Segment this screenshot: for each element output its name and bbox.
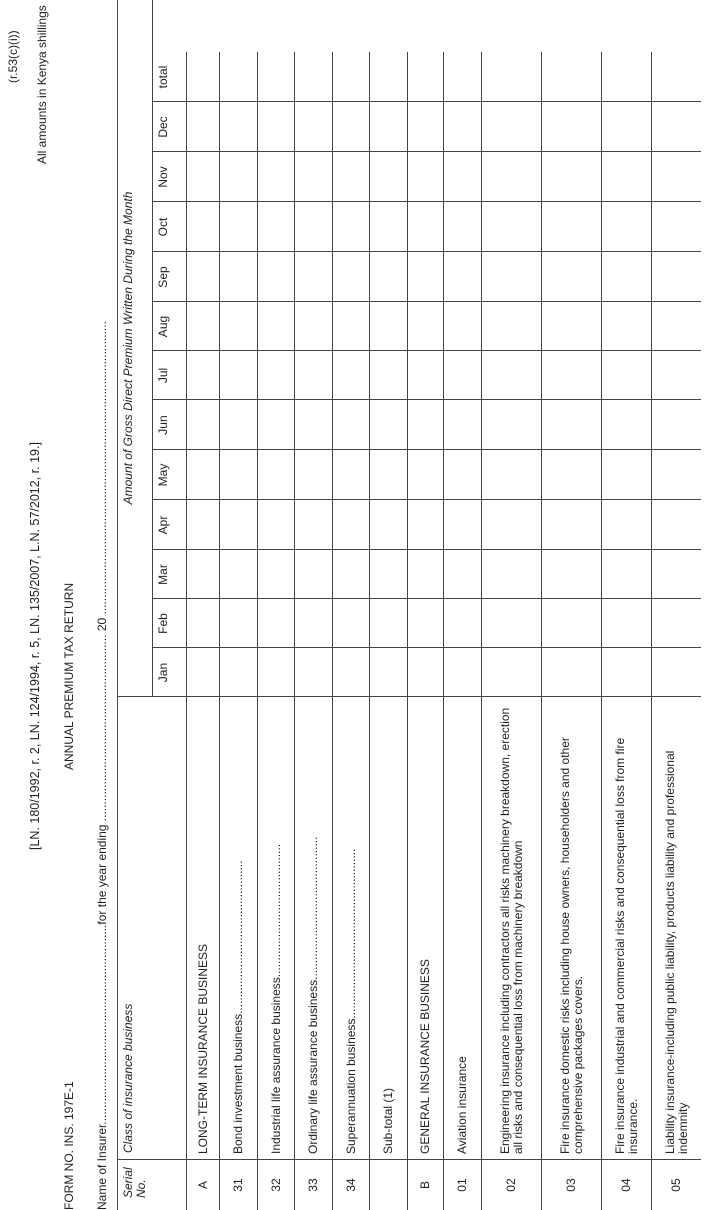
premium-value-cell[interactable] [332, 252, 369, 302]
premium-value-cell[interactable] [294, 252, 332, 302]
month-header-feb: Feb [156, 613, 170, 634]
premium-value-cell[interactable] [443, 599, 481, 648]
month-header-sep: Sep [156, 266, 170, 288]
premium-value-cell[interactable] [369, 450, 407, 500]
premium-value-cell[interactable] [601, 450, 651, 500]
premium-value-cell[interactable] [219, 450, 257, 500]
month-column-divider [152, 399, 186, 400]
premium-value-cell[interactable] [541, 52, 601, 102]
premium-value-cell[interactable] [407, 550, 443, 599]
premium-value-cell[interactable] [481, 400, 541, 450]
premium-value-cell[interactable] [332, 52, 369, 102]
premium-value-cell[interactable] [601, 252, 651, 302]
premium-value-cell[interactable] [601, 550, 651, 599]
class-of-business: LONG-TERM INSURANCE BUSINESS [186, 697, 219, 1160]
premium-value-cell[interactable] [601, 202, 651, 252]
premium-value-cell[interactable] [601, 302, 651, 351]
month-column-divider [152, 449, 186, 450]
premium-value-cell[interactable] [541, 252, 601, 302]
premium-value-cell[interactable] [407, 52, 443, 102]
premium-value-cell[interactable] [186, 500, 219, 550]
premium-value-cell[interactable] [369, 400, 407, 450]
class-of-business: Ordinary life assurance business........................................... [294, 697, 332, 1160]
class-of-business: Engineering insurance including contractors all risks machinery breakdown, erection all risks and consequential loss from machinery breakdown [481, 697, 541, 1160]
premium-value-cell[interactable] [219, 400, 257, 450]
premium-value-cell[interactable] [186, 648, 219, 697]
premium-value-cell[interactable] [219, 202, 257, 252]
premium-value-cell[interactable] [186, 102, 219, 152]
premium-value-cell[interactable] [601, 102, 651, 152]
premium-value-cell[interactable] [369, 648, 407, 697]
premium-value-cell[interactable] [219, 351, 257, 400]
month-column-divider [152, 151, 186, 152]
premium-value-cell[interactable] [541, 550, 601, 599]
premium-value-cell[interactable] [481, 351, 541, 400]
premium-value-cell[interactable] [332, 599, 369, 648]
premium-value-cell[interactable] [332, 400, 369, 450]
serial-number: 01 [443, 1160, 481, 1210]
premium-value-cell[interactable] [651, 500, 701, 550]
premium-value-cell[interactable] [601, 351, 651, 400]
premium-value-cell[interactable] [443, 152, 481, 202]
premium-value-cell[interactable] [369, 599, 407, 648]
premium-value-cell[interactable] [369, 252, 407, 302]
premium-value-cell[interactable] [407, 500, 443, 550]
premium-value-cell[interactable] [369, 52, 407, 102]
premium-value-cell[interactable] [219, 252, 257, 302]
class-of-business: Fire insurance industrial and commercial risks and consequential loss from fire insurance. [601, 697, 651, 1160]
premium-value-cell[interactable] [294, 648, 332, 697]
form-number: FORM NO. INS. 197E-1 [62, 1081, 76, 1210]
premium-value-cell[interactable] [294, 550, 332, 599]
premium-value-cell[interactable] [186, 450, 219, 500]
premium-value-cell[interactable] [443, 252, 481, 302]
premium-value-cell[interactable] [541, 500, 601, 550]
premium-value-cell[interactable] [369, 102, 407, 152]
premium-value-cell[interactable] [443, 102, 481, 152]
premium-value-cell[interactable] [651, 550, 701, 599]
premium-value-cell[interactable] [219, 648, 257, 697]
premium-value-cell[interactable] [651, 351, 701, 400]
premium-value-cell[interactable] [332, 351, 369, 400]
premium-value-cell[interactable] [601, 599, 651, 648]
premium-value-cell[interactable] [219, 52, 257, 102]
premium-value-cell[interactable] [651, 400, 701, 450]
premium-value-cell[interactable] [294, 599, 332, 648]
class-of-business: Liability insurance-including public liability, products liability and professional indemnity [651, 697, 701, 1160]
premium-value-cell[interactable] [332, 500, 369, 550]
group-header: Amount of Gross Direct Premium Written During the Month [117, 0, 152, 697]
name-of-insurer-line: Name of Insurer............................................................for the year ending ........................................................ 20 ........................................................................................ [95, 321, 109, 1210]
month-header-nov: Nov [156, 166, 170, 188]
premium-value-cell[interactable] [294, 152, 332, 202]
premium-value-cell[interactable] [257, 550, 294, 599]
class-of-business: Fire insurance domestic risks including house owners, householders and other comprehensive packages covers. [541, 697, 601, 1160]
premium-value-cell[interactable] [443, 400, 481, 450]
premium-value-cell[interactable] [541, 302, 601, 351]
premium-value-cell[interactable] [186, 599, 219, 648]
premium-value-cell[interactable] [651, 252, 701, 302]
premium-value-cell[interactable] [294, 102, 332, 152]
premium-value-cell[interactable] [651, 152, 701, 202]
form-title: ANNUAL PREMIUM TAX RETURN [62, 582, 76, 770]
month-column-divider [152, 549, 186, 550]
premium-value-cell[interactable] [601, 152, 651, 202]
month-header-jun: Jun [156, 415, 170, 435]
premium-value-cell[interactable] [481, 52, 541, 102]
premium-value-cell[interactable] [443, 550, 481, 599]
month-header-aug: Aug [156, 315, 170, 338]
class-of-business: Sub-total (1) [369, 697, 407, 1160]
premium-value-cell[interactable] [407, 252, 443, 302]
premium-value-cell[interactable] [541, 599, 601, 648]
premium-value-cell[interactable] [219, 302, 257, 351]
premium-value-cell[interactable] [541, 102, 601, 152]
class-of-business: Bond investment business.............................................. [219, 697, 257, 1160]
serial-number: 02 [481, 1160, 541, 1210]
serial-number: A [186, 1160, 219, 1210]
month-header-oct: Oct [156, 217, 170, 237]
premium-value-cell[interactable] [186, 400, 219, 450]
month-column-divider [152, 350, 186, 351]
premium-value-cell[interactable] [257, 102, 294, 152]
class-of-business: Aviation insurance [443, 697, 481, 1160]
serial-number [369, 1160, 407, 1210]
month-column-divider [152, 251, 186, 252]
premium-value-cell[interactable] [407, 400, 443, 450]
premium-value-cell[interactable] [332, 302, 369, 351]
premium-value-cell[interactable] [219, 152, 257, 202]
month-column-divider [152, 499, 186, 500]
premium-value-cell[interactable] [541, 648, 601, 697]
serial-number: 03 [541, 1160, 601, 1210]
premium-value-cell[interactable] [481, 202, 541, 252]
premium-value-cell[interactable] [541, 450, 601, 500]
premium-value-cell[interactable] [407, 450, 443, 500]
premium-value-cell[interactable] [651, 202, 701, 252]
premium-value-cell[interactable] [541, 351, 601, 400]
premium-value-cell[interactable] [481, 550, 541, 599]
serial-number: 05 [651, 1160, 701, 1210]
premium-value-cell[interactable] [443, 302, 481, 351]
class-of-business: GENERAL INSURANCE BUSINESS [407, 697, 443, 1160]
class-of-business: Superannuation business................................................... [332, 697, 369, 1160]
premium-value-cell[interactable] [601, 500, 651, 550]
premium-value-cell[interactable] [481, 500, 541, 550]
premium-value-cell[interactable] [294, 351, 332, 400]
serial-number: 32 [257, 1160, 294, 1210]
premium-value-cell[interactable] [541, 400, 601, 450]
serial-number: 33 [294, 1160, 332, 1210]
premium-value-cell[interactable] [332, 152, 369, 202]
month-header-may: May [156, 463, 170, 487]
premium-value-cell[interactable] [294, 302, 332, 351]
premium-value-cell[interactable] [369, 550, 407, 599]
month-column-divider [152, 301, 186, 302]
premium-value-cell[interactable] [186, 52, 219, 102]
premium-value-cell[interactable] [369, 202, 407, 252]
premium-value-cell[interactable] [407, 202, 443, 252]
premium-value-cell[interactable] [481, 152, 541, 202]
month-header-mar: Mar [156, 564, 170, 585]
serial-number: B [407, 1160, 443, 1210]
serial-number: 04 [601, 1160, 651, 1210]
premium-value-cell[interactable] [219, 500, 257, 550]
premium-value-cell[interactable] [407, 102, 443, 152]
premium-value-cell[interactable] [541, 152, 601, 202]
month-header-jul: Jul [156, 367, 170, 384]
premium-value-cell[interactable] [186, 202, 219, 252]
premium-value-cell[interactable] [257, 400, 294, 450]
premium-value-cell[interactable] [407, 152, 443, 202]
month-header-total: total [156, 65, 170, 89]
premium-value-cell[interactable] [294, 500, 332, 550]
month-header-jan: Jan [156, 662, 170, 683]
premium-value-cell[interactable] [369, 302, 407, 351]
premium-value-cell[interactable] [257, 351, 294, 400]
premium-value-cell[interactable] [651, 102, 701, 152]
premium-value-cell[interactable] [481, 102, 541, 152]
premium-value-cell[interactable] [294, 450, 332, 500]
premium-value-cell[interactable] [332, 450, 369, 500]
premium-value-cell[interactable] [257, 252, 294, 302]
premium-table [117, 0, 727, 1210]
month-column-divider [152, 201, 186, 202]
premium-value-cell[interactable] [186, 302, 219, 351]
currency-note: All amounts in Kenya shillings [35, 5, 49, 164]
premium-value-cell[interactable] [481, 599, 541, 648]
premium-value-cell[interactable] [651, 52, 701, 102]
premium-value-cell[interactable] [443, 202, 481, 252]
premium-value-cell[interactable] [407, 351, 443, 400]
serial-no-header: Serial No. [117, 1160, 186, 1210]
month-column-divider [152, 598, 186, 599]
month-column-divider [152, 696, 186, 697]
premium-value-cell[interactable] [481, 450, 541, 500]
premium-value-cell[interactable] [257, 52, 294, 102]
premium-value-cell[interactable] [257, 202, 294, 252]
premium-value-cell[interactable] [407, 302, 443, 351]
premium-value-cell[interactable] [257, 450, 294, 500]
premium-value-cell[interactable] [294, 400, 332, 450]
month-header-apr: Apr [156, 515, 170, 535]
premium-value-cell[interactable] [186, 351, 219, 400]
premium-value-cell[interactable] [294, 202, 332, 252]
premium-value-cell[interactable] [481, 302, 541, 351]
premium-value-cell[interactable] [407, 648, 443, 697]
premium-value-cell[interactable] [541, 202, 601, 252]
premium-value-cell[interactable] [601, 400, 651, 450]
month-header-dec: Dec [156, 116, 170, 138]
legal-reference: [LN. 180/1992, r. 2, LN. 124/1994, r. 5, LN. 135/2007, L.N. 57/2012, r. 19.] [28, 442, 42, 850]
rule-reference: (r.53(c)(i)) [6, 30, 20, 83]
premium-value-cell[interactable] [481, 648, 541, 697]
premium-value-cell[interactable] [332, 102, 369, 152]
premium-value-cell[interactable] [443, 52, 481, 102]
premium-value-cell[interactable] [369, 152, 407, 202]
premium-value-cell[interactable] [332, 648, 369, 697]
premium-value-cell[interactable] [219, 102, 257, 152]
serial-number: 34 [332, 1160, 369, 1210]
premium-value-cell[interactable] [601, 648, 651, 697]
premium-value-cell[interactable] [443, 450, 481, 500]
premium-value-cell[interactable] [651, 599, 701, 648]
premium-value-cell[interactable] [332, 202, 369, 252]
class-header: Class of insurance business [117, 697, 186, 1160]
serial-number: 31 [219, 1160, 257, 1210]
premium-value-cell[interactable] [186, 550, 219, 599]
premium-value-cell[interactable] [186, 152, 219, 202]
month-header-divider [152, 0, 153, 697]
premium-value-cell[interactable] [186, 252, 219, 302]
month-column-divider [152, 647, 186, 648]
premium-value-cell[interactable] [332, 550, 369, 599]
premium-value-cell[interactable] [257, 500, 294, 550]
premium-value-cell[interactable] [257, 152, 294, 202]
premium-value-cell[interactable] [443, 351, 481, 400]
premium-value-cell[interactable] [651, 648, 701, 697]
premium-value-cell[interactable] [219, 550, 257, 599]
premium-value-cell[interactable] [257, 648, 294, 697]
premium-value-cell[interactable] [369, 351, 407, 400]
premium-value-cell[interactable] [257, 599, 294, 648]
premium-value-cell[interactable] [651, 450, 701, 500]
month-column-divider [152, 101, 186, 102]
premium-value-cell[interactable] [481, 252, 541, 302]
premium-value-cell[interactable] [443, 500, 481, 550]
premium-value-cell[interactable] [651, 302, 701, 351]
premium-value-cell[interactable] [257, 302, 294, 351]
premium-value-cell[interactable] [407, 599, 443, 648]
premium-value-cell[interactable] [369, 500, 407, 550]
premium-value-cell[interactable] [219, 599, 257, 648]
premium-value-cell[interactable] [443, 648, 481, 697]
premium-value-cell[interactable] [294, 52, 332, 102]
premium-value-cell[interactable] [601, 52, 651, 102]
class-of-business: Industrial life assurance business........................................ [257, 697, 294, 1160]
